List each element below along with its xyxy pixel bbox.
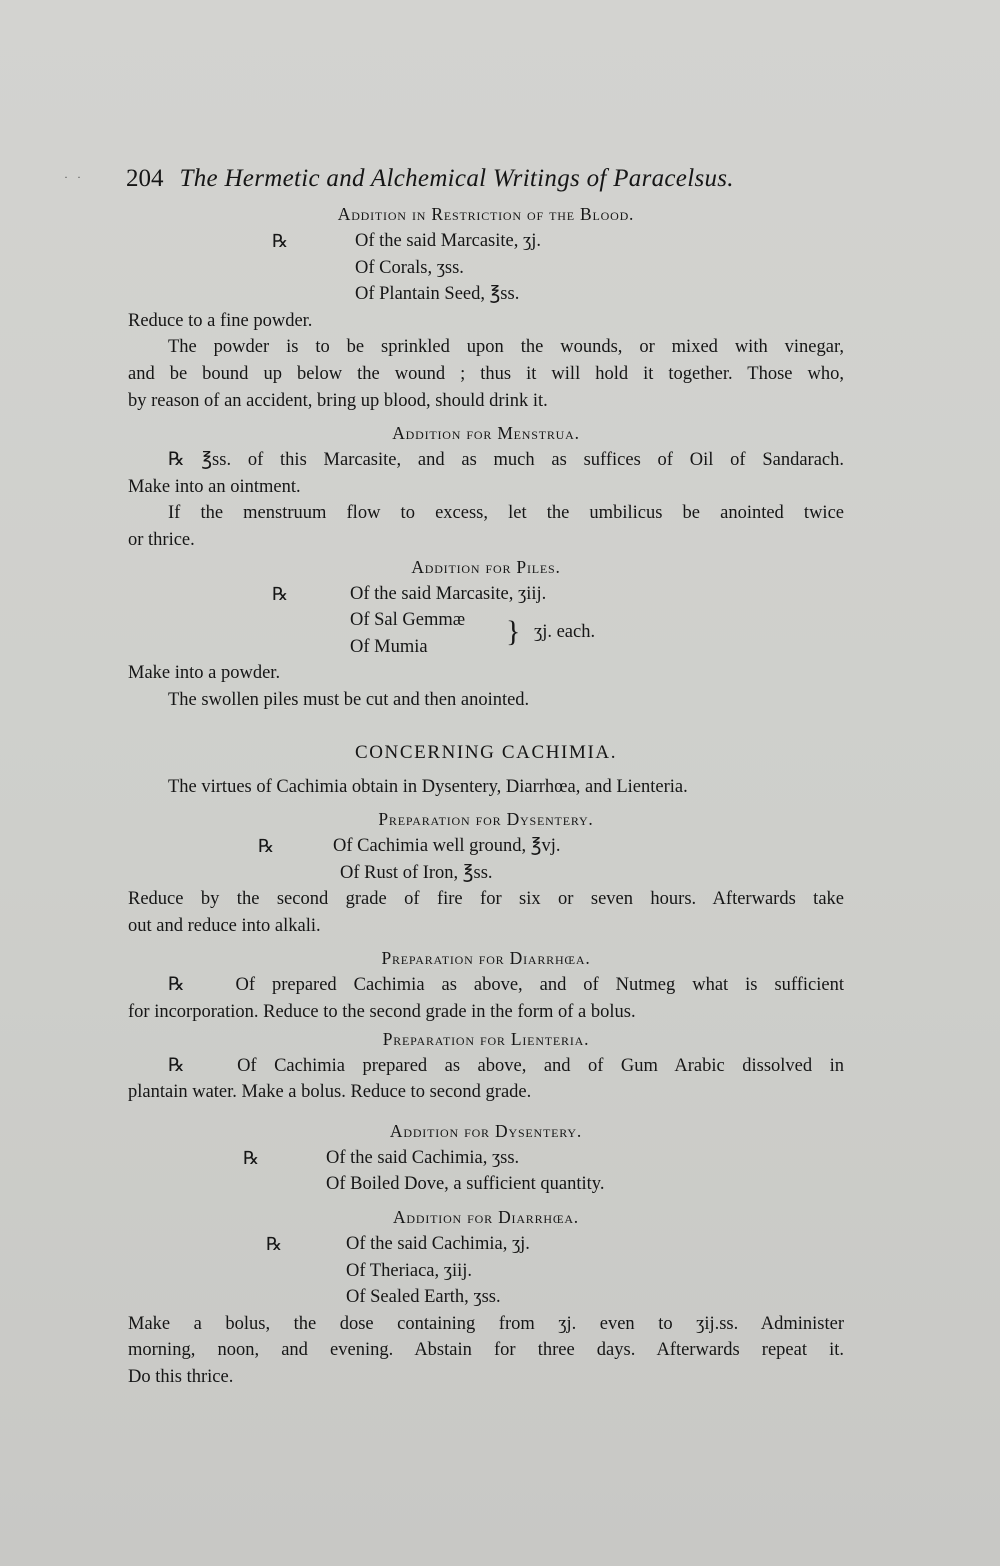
rx-symbol: ℞ xyxy=(243,1147,260,1168)
text-line: and be bound up below the wound ; thus it will hold it together. Those who, xyxy=(128,363,844,384)
rx-symbol: ℞ xyxy=(272,583,289,604)
text-line: out and reduce into alkali. xyxy=(128,915,321,936)
heading-prep-lienteria: Preparation for Lienteria. xyxy=(382,1028,590,1049)
text-line: Reduce to a fine powder. xyxy=(128,310,313,331)
heading-menstrua: Addition for Menstrua. xyxy=(392,423,580,444)
text-line: plantain water. Make a bolus. Reduce to second grade. xyxy=(128,1082,532,1103)
ingredient: Of Sal Gemmæ xyxy=(350,610,466,631)
heading-blood: Addition in Restriction of the Blood. xyxy=(337,204,635,224)
recipe-prep-dysentery xyxy=(128,833,844,886)
ingredient: Of Corals, ʒss. xyxy=(355,257,464,278)
text-line: by reason of an accident, bring up blood, should drink it. xyxy=(128,390,548,411)
rx-symbol: ℞ xyxy=(266,1234,283,1255)
recipe-piles xyxy=(128,581,844,661)
margin-specks: · · xyxy=(64,170,84,184)
heading-add-dysentery: Addition for Dysentery. xyxy=(389,1120,583,1141)
text-line: for incorporation. Reduce to the second grade in the form of a bolus. xyxy=(128,1002,636,1023)
ingredient: Of the said Marcasite, ʒiij. xyxy=(350,583,547,604)
text-line: The swollen piles must be cut and then anointed. xyxy=(168,689,530,710)
rx-symbol: ℞ xyxy=(258,836,275,857)
ingredient: Of Rust of Iron, ℥ss. xyxy=(340,862,493,883)
text-line: The virtues of Cachimia obtain in Dysentery, Diarrhœa, and Lienteria. xyxy=(168,776,688,797)
recipe-add-diarrhoea xyxy=(128,1231,844,1311)
page-content xyxy=(128,163,844,1391)
text-line: Reduce by the second grade of fire for six or seven hours. Afterwards take xyxy=(128,889,844,910)
running-title: The Hermetic and Alchemical Writings of Paracelsus. xyxy=(179,165,734,192)
heading-prep-diarrhoea: Preparation for Diarrhœa. xyxy=(381,948,591,969)
ingredient: Of the said Marcasite, ʒj. xyxy=(355,231,541,251)
rx-symbol: ℞ xyxy=(168,975,185,996)
brace-group xyxy=(350,607,844,660)
text-line xyxy=(128,447,844,474)
text-line: Do this thrice. xyxy=(128,1367,234,1387)
text-line: or thrice. xyxy=(128,529,195,550)
brace-value: ʒj. each. xyxy=(534,622,596,643)
curly-brace: } xyxy=(506,615,521,649)
heading-prep-dysentery: Preparation for Dysentery. xyxy=(378,809,594,830)
text-line-body: Of prepared Cachimia as above, and of Nutmeg what is sufficient xyxy=(235,975,844,996)
heading-add-diarrhoea: Addition for Diarrhœa. xyxy=(392,1207,579,1228)
ingredient: Of the said Cachimia, ʒss. xyxy=(326,1147,520,1168)
recipe-blood xyxy=(128,228,844,308)
text-line-body: Of Cachimia prepared as above, and of Gum Arabic dissolved in xyxy=(237,1055,844,1076)
ingredient: Of Sealed Earth, ʒss. xyxy=(346,1287,501,1308)
rx-symbol: ℞ xyxy=(168,1055,185,1076)
rx-symbol: ℞ xyxy=(168,450,185,471)
heading-piles: Addition for Piles. xyxy=(411,556,561,577)
ingredient: Of Plantain Seed, ℥ss. xyxy=(355,284,520,305)
text-line xyxy=(128,972,844,999)
text-line xyxy=(128,1053,844,1080)
ingredient: Of Boiled Dove, a sufficient quantity. xyxy=(326,1174,605,1195)
page-number: 204 xyxy=(126,165,164,192)
text-line: If the menstruum flow to excess, let the umbilicus be anointed twice xyxy=(168,503,844,524)
rx-symbol: ℞ xyxy=(272,231,289,251)
ingredient: Of Cachimia well ground, ℥vj. xyxy=(333,836,561,857)
ingredient: Of Theriaca, ʒiij. xyxy=(346,1260,473,1281)
text-line: Make into an ointment. xyxy=(128,476,301,497)
running-header xyxy=(126,163,844,201)
text-line: Make into a powder. xyxy=(128,663,281,684)
text-line-body: ℥ss. of this Marcasite, and as much as suffices of Oil of Sandarach. xyxy=(201,450,845,471)
chapter-title: CONCERNING CACHIMIA. xyxy=(354,741,618,763)
text-line: morning, noon, and evening. Abstain for three days. Afterwards repeat it. xyxy=(128,1340,844,1361)
text-line: Make a bolus, the dose containing from ʒj. even to ʒij.ss. Administer xyxy=(128,1313,844,1334)
text-line: The powder is to be sprinkled upon the wounds, or mixed with vinegar, xyxy=(168,337,844,358)
ingredient: Of the said Cachimia, ʒj. xyxy=(346,1234,530,1255)
recipe-add-dysentery xyxy=(128,1145,844,1198)
ingredient: Of Mumia xyxy=(350,636,428,657)
